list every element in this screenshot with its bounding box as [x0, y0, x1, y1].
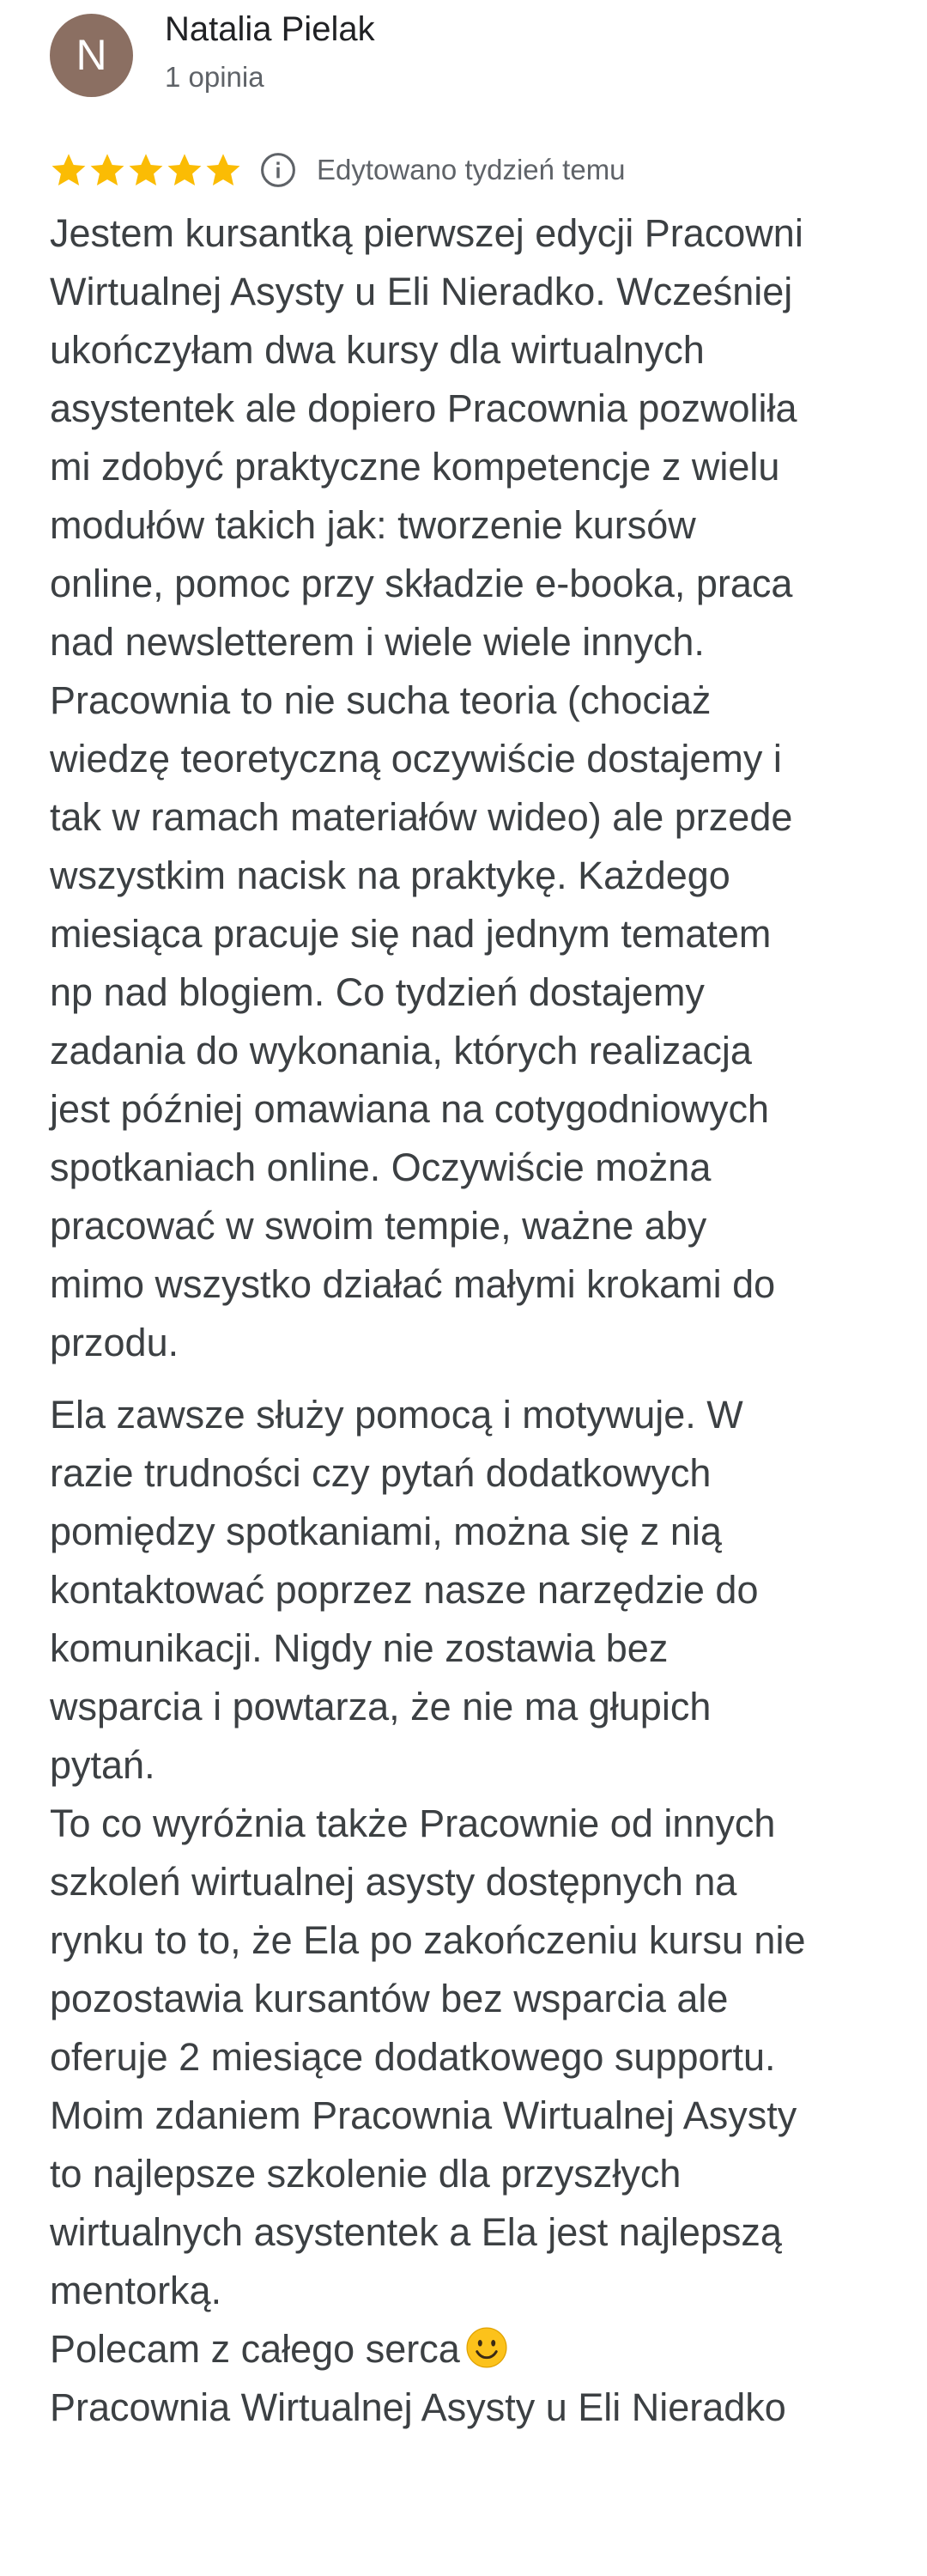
review-text-line [50, 2145, 900, 2203]
review-text-span: mimo wszystko działać małymi krokami do [50, 1262, 776, 1306]
review-text-line [50, 1314, 900, 1372]
review-text-line [50, 1970, 900, 2028]
review-text-line [50, 847, 900, 905]
review-text-span: modułów takich jak: tworzenie kursów [50, 503, 696, 547]
review-text-span: spotkaniach online. Oczywiście można [50, 1145, 712, 1189]
review-text-line [50, 788, 900, 847]
review-text-span: pytań. [50, 1743, 155, 1787]
review-text-span: ukończyłam dwa kursy dla wirtualnych [50, 328, 705, 372]
review-text-line [50, 963, 900, 1022]
review-text-line [50, 905, 900, 963]
review-text-span: Pracownia to nie sucha teoria (chociaż [50, 678, 712, 722]
review-text-span: wszystkim nacisk na praktykę. Każdego [50, 854, 730, 897]
review-text-line [50, 1911, 900, 1970]
review-text-span: przodu. [50, 1321, 179, 1364]
review-text-span: tak w ramach materiałów wideo) ale przede [50, 795, 793, 839]
review-text-span: pomiędzy spotkaniami, można się z nią [50, 1510, 722, 1553]
review-text-span: zadania do wykonania, których realizacja [50, 1029, 752, 1072]
review-text-line [50, 1619, 900, 1678]
review-text-line [50, 2087, 900, 2145]
review-text-line [50, 730, 900, 788]
review-text-line [50, 1678, 900, 1736]
review-text-span: nad newsletterem i wiele wiele innych. [50, 620, 705, 664]
review-text-line [50, 321, 900, 380]
star-icon [50, 151, 88, 189]
review-text-line [50, 263, 900, 321]
review-text-line [50, 1139, 900, 1197]
review-text-line [50, 2379, 900, 2437]
review-text-span: rynku to to, że Ela po zakończeniu kursu nie [50, 1918, 806, 1962]
review-text-line [50, 1080, 900, 1139]
review-text-span: To co wyróżnia także Pracownie od innych [50, 1801, 776, 1845]
review-text-line [50, 1444, 900, 1503]
review-text-span: Wirtualnej Asysty u Eli Nieradko. Wcześniej [50, 270, 793, 313]
review-text-span: online, pomoc przy składzie e-booka, praca [50, 562, 793, 605]
star-icon [166, 151, 203, 189]
review-text-line [50, 671, 900, 730]
review-text-span: np nad blogiem. Co tydzień dostajemy [50, 970, 705, 1014]
review-text-line [50, 496, 900, 555]
star-icon [88, 151, 126, 189]
review-text-line [50, 613, 900, 671]
review-text-line [50, 1197, 900, 1255]
paragraph-gap [50, 1372, 900, 1386]
review-text-span: razie trudności czy pytań dodatkowych [50, 1451, 712, 1495]
review-text-span: Polecam z całego serca [50, 2327, 460, 2371]
review-text-span: wiedzę teoretyczną oczywiście dostajemy i [50, 737, 782, 781]
info-icon[interactable] [258, 150, 298, 190]
author-name[interactable]: Natalia Pielak [165, 10, 375, 48]
rating-row [50, 148, 626, 192]
review-text-span: mentorką. [50, 2269, 222, 2312]
review-text-line [50, 2262, 900, 2320]
review-text-span: kontaktować poprzez nasze narzędzie do [50, 1568, 759, 1612]
review-text-span: wsparcia i powtarza, że nie ma głupich [50, 1685, 712, 1728]
review-text [50, 204, 900, 2437]
review-text-line [50, 1853, 900, 1911]
star-icon [127, 151, 165, 189]
star-icon [204, 151, 242, 189]
author-review-count: 1 opinia [165, 61, 264, 93]
review-text-line [50, 1255, 900, 1314]
review-text-span: komunikacji. Nigdy nie zostawia bez [50, 1626, 669, 1670]
review-text-line [50, 1561, 900, 1619]
review-text-line [50, 1503, 900, 1561]
review-text-span: miesiąca pracuje się nad jednym tematem [50, 912, 772, 956]
review-text-line [50, 1022, 900, 1080]
review-text-span: Ela zawsze służy pomocą i motywuje. W [50, 1393, 743, 1437]
review-text-line [50, 555, 900, 613]
review-text-line [50, 2320, 900, 2379]
avatar[interactable]: N [50, 14, 133, 97]
review-text-line [50, 438, 900, 496]
review-text-span: Jestem kursantką pierwszej edycji Pracowni [50, 211, 803, 255]
review-text-span: wirtualnych asystentek a Ela jest najlepszą [50, 2210, 782, 2254]
review-text-line [50, 1795, 900, 1853]
review-text-line [50, 1736, 900, 1795]
review-text-line [50, 204, 900, 263]
review-text-span: oferuje 2 miesiące dodatkowego supportu. [50, 2035, 776, 2079]
review-text-span: to najlepsze szkolenie dla przyszłych [50, 2152, 682, 2196]
review-text-span: szkoleń wirtualnej asysty dostępnych na [50, 1860, 737, 1904]
review-text-span: pozostawia kursantów bez wsparcia ale [50, 1977, 729, 2020]
review-text-span: jest później omawiana na cotygodniowych [50, 1087, 769, 1131]
slightly-smiling-face-icon [465, 2326, 508, 2369]
review-text-span: pracować w swoim tempie, ważne aby [50, 1204, 707, 1248]
review-text-line [50, 2203, 900, 2262]
review-text-span: Moim zdaniem Pracownia Wirtualnej Asysty [50, 2093, 797, 2137]
review-text-line [50, 1386, 900, 1444]
review-text-line [50, 2028, 900, 2087]
review-text-span: asystentek ale dopiero Pracownia pozwoliła [50, 386, 797, 430]
review-text-span: mi zdobyć praktyczne kompetencje z wielu [50, 445, 780, 489]
star-rating [50, 151, 243, 189]
review-text-line [50, 380, 900, 438]
edited-timestamp: Edytowano tydzień temu [317, 154, 626, 185]
review-text-span: Pracownia Wirtualnej Asysty u Eli Nieradko [50, 2385, 786, 2429]
